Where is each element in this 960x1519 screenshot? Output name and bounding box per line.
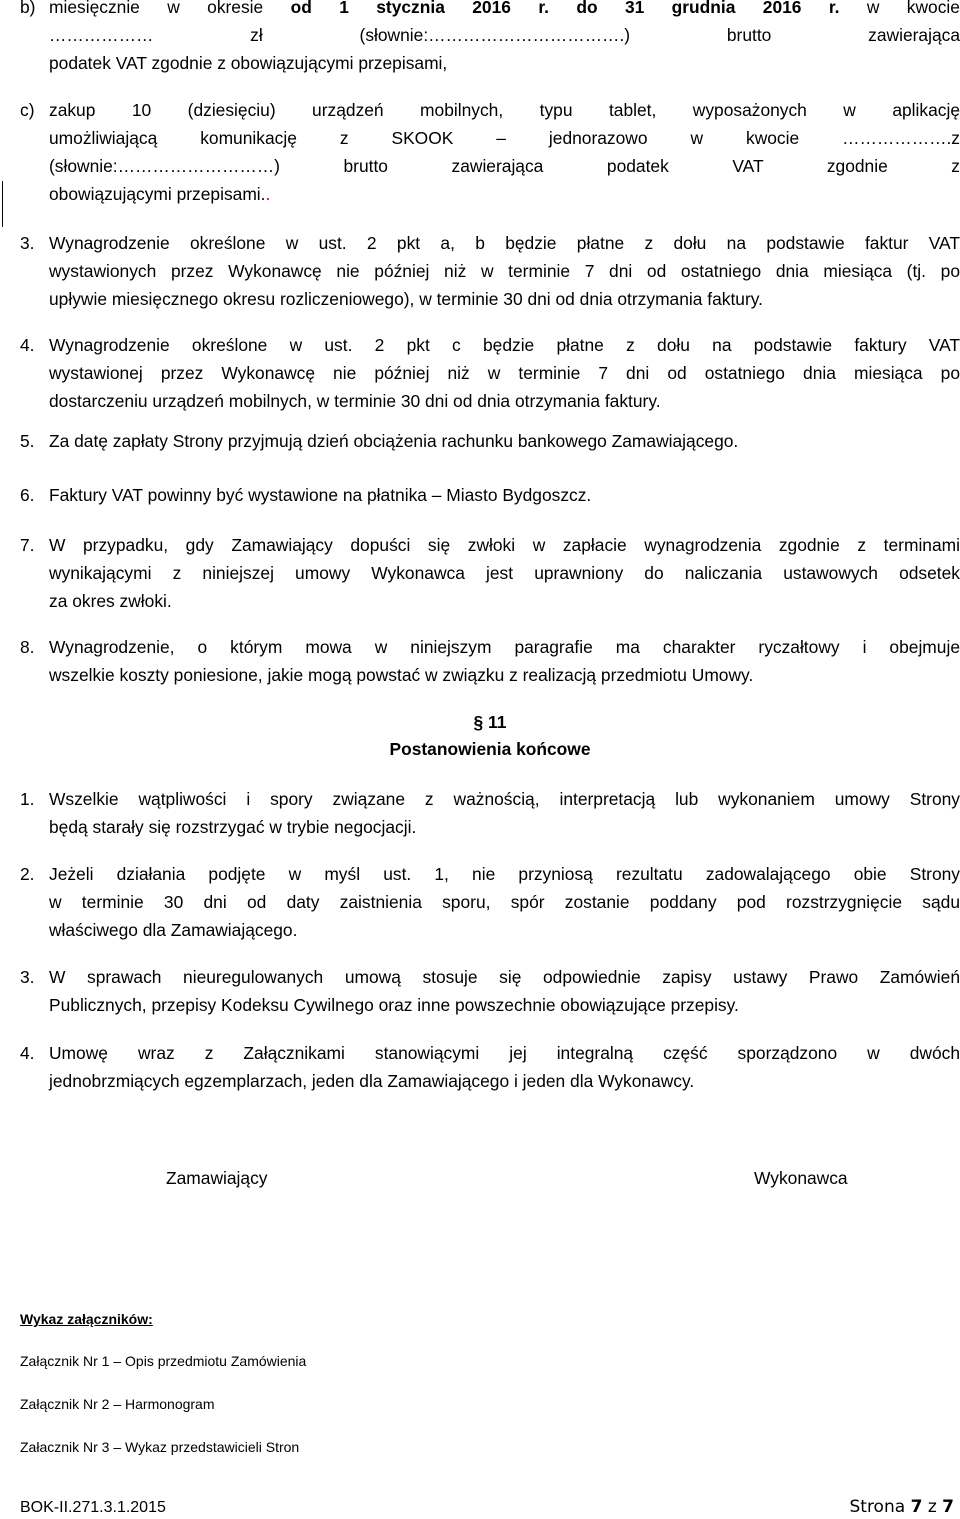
clause-c-line-2: umożliwiającą komunikację z SKOOK – jednorazowo w kwocie ……………….z bbox=[49, 128, 960, 148]
signature-wykonawca: Wykonawca bbox=[754, 1168, 848, 1188]
clause-b bbox=[20, 0, 960, 77]
item-line: Wynagrodzenie określone w ust. 2 pkt c będzie płatne z dołu na podstawie faktury VAT bbox=[49, 335, 960, 355]
item-line: W przypadku, gdy Zamawiający dopuści się zwłoki w zapłacie wynagrodzenia zgodnie z terminami bbox=[49, 535, 960, 555]
payment-item-3 bbox=[20, 229, 960, 313]
final-item-3 bbox=[20, 963, 960, 1019]
item-line: Wynagrodzenie określone w ust. 2 pkt a, b będzie płatne z dołu na podstawie faktur VAT bbox=[49, 233, 960, 253]
payment-item-8 bbox=[20, 633, 960, 689]
attachment-item: Załącznik Nr 2 – Harmonogram bbox=[20, 1396, 215, 1412]
payment-item-5 bbox=[20, 427, 960, 455]
edit-mark: . bbox=[265, 184, 271, 204]
item-line: upływie miesięcznego okresu rozliczeniowego), w terminie 30 dni od dnia otrzymania faktury. bbox=[49, 289, 763, 309]
item-line: w terminie 30 dni od daty zaistnienia sporu, spór zostanie poddany pod rozstrzygnięcie sądu bbox=[49, 892, 960, 912]
item-line: Jeżeli działania podjęte w myśl ust. 1, nie przyniosą rezultatu zadowalającego obie Strony bbox=[49, 864, 960, 884]
payment-item-6 bbox=[20, 481, 960, 509]
item-number: 3. bbox=[20, 233, 35, 253]
attachment-item: Załącznik Nr 1 – Opis przedmiotu Zamówienia bbox=[20, 1353, 307, 1369]
clause-b-label: b) bbox=[20, 0, 36, 17]
final-item-4 bbox=[20, 1039, 960, 1095]
item-line: będą starały się rozstrzygać w trybie negocjacji. bbox=[49, 817, 417, 837]
change-bar bbox=[2, 181, 3, 227]
item-line: właściwego dla Zamawiającego. bbox=[49, 920, 298, 940]
item-line: jednobrzmiących egzemplarzach, jeden dla Zamawiającego i jeden dla Wykonawcy. bbox=[49, 1071, 695, 1091]
clause-c-line-4: obowiązującymi przepisami.. bbox=[49, 184, 271, 204]
item-number: 3. bbox=[20, 967, 35, 987]
item-number: 8. bbox=[20, 637, 35, 657]
attachment-item: Załacznik Nr 3 – Wykaz przedstawicieli Stron bbox=[20, 1439, 300, 1455]
item-line: Wszelkie wątpliwości i spory związane z ważnością, interpretacją lub wykonaniem umowy Strony bbox=[49, 789, 960, 809]
clause-b-line-2: ……………… zł (słownie:…………………………….) brutto zawierająca bbox=[49, 25, 960, 45]
page-number: Strona 7 z 7 bbox=[849, 1497, 954, 1517]
item-number: 7. bbox=[20, 535, 35, 555]
final-item-2 bbox=[20, 860, 960, 944]
clause-c bbox=[20, 96, 960, 208]
item-line: Publicznych, przepisy Kodeksu Cywilnego oraz inne powszechnie obowiązujące przepisy. bbox=[49, 995, 739, 1015]
final-item-1 bbox=[20, 785, 960, 841]
item-line: Wynagrodzenie, o którym mowa w niniejszym paragrafie ma charakter ryczałtowy i obejmuje bbox=[49, 637, 960, 657]
item-number: 6. bbox=[20, 485, 35, 505]
document-reference: BOK-II.271.3.1.2015 bbox=[20, 1499, 166, 1516]
item-number: 4. bbox=[20, 335, 35, 355]
item-number: 5. bbox=[20, 431, 35, 451]
item-line: wystawionej przez Wykonawcę nie później niż w terminie 7 dni od ostatniego dnia miesiąca po bbox=[49, 363, 960, 383]
item-line: dostarczeniu urządzeń mobilnych, w terminie 30 dni od dnia otrzymania faktury. bbox=[49, 391, 661, 411]
item-number: 4. bbox=[20, 1043, 35, 1063]
item-line: wystawionych przez Wykonawcę nie później niż w terminie 7 dni od ostatniego dnia miesiąca (tj. po bbox=[49, 261, 960, 281]
item-line: wynikającymi z niniejszej umowy Wykonawca jest uprawniony do naliczania ustawowych odsetek bbox=[49, 563, 960, 583]
item-line: za okres zwłoki. bbox=[49, 591, 172, 611]
clause-c-label: c) bbox=[20, 100, 35, 120]
item-line: Faktury VAT powinny być wystawione na płatnika – Miasto Bydgoszcz. bbox=[49, 485, 592, 505]
item-line: Umowę wraz z Załącznikami stanowiącymi jej integralną część sporządzono w dwóch bbox=[49, 1043, 960, 1063]
item-line: Za datę zapłaty Strony przyjmują dzień obciążenia rachunku bankowego Zamawiającego. bbox=[49, 431, 739, 451]
clause-c-line-1: zakup 10 (dziesięciu) urządzeń mobilnych, typu tablet, wyposażonych w aplikację bbox=[49, 100, 960, 120]
section-number: § 11 bbox=[473, 712, 507, 732]
item-line: wszelkie koszty poniesione, jakie mogą powstać w związku z realizacją przedmiotu Umowy. bbox=[49, 665, 754, 685]
clause-b-line-3: podatek VAT zgodnie z obowiązującymi przepisami, bbox=[49, 53, 448, 73]
signature-zamawiajacy: Zamawiający bbox=[166, 1168, 268, 1188]
payment-item-7 bbox=[20, 531, 960, 615]
item-number: 2. bbox=[20, 864, 35, 884]
item-number: 1. bbox=[20, 789, 35, 809]
item-line: W sprawach nieuregulowanych umową stosuje się odpowiednie zapisy ustawy Prawo Zamówień bbox=[49, 967, 960, 987]
clause-c-line-3: (słownie:………………………) brutto zawierająca podatek VAT zgodnie z bbox=[49, 156, 960, 176]
section-title: Postanowienia końcowe bbox=[389, 739, 591, 759]
attachments-heading: Wykaz załączników: bbox=[20, 1311, 153, 1327]
clause-b-line-1: miesięcznie w okresie od 1 stycznia 2016 r. do 31 grudnia 2016 r. w kwocie bbox=[49, 0, 960, 17]
payment-item-4 bbox=[20, 331, 960, 415]
